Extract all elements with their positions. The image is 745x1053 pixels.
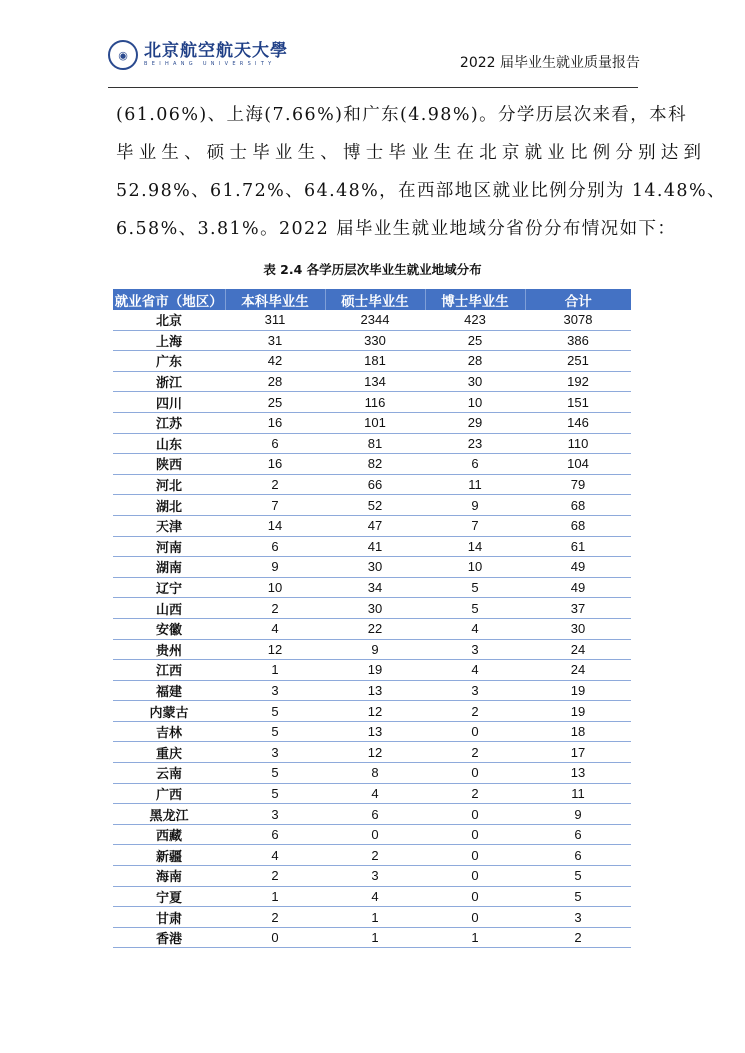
undergraduate-count: 311 <box>225 310 325 330</box>
region-cell: 江苏 <box>113 412 225 433</box>
region-cell: 云南 <box>113 763 225 784</box>
doctor-count: 7 <box>425 515 525 536</box>
region-cell: 西藏 <box>113 824 225 845</box>
doctor-count: 5 <box>425 577 525 598</box>
table-row <box>113 742 631 763</box>
table-row <box>113 886 631 907</box>
region-cell: 贵州 <box>113 639 225 660</box>
doctor-count: 0 <box>425 886 525 907</box>
table-row <box>113 783 631 804</box>
university-logo <box>108 40 288 70</box>
region-cell: 广东 <box>113 351 225 372</box>
total-count: 251 <box>525 351 631 372</box>
doctor-count: 423 <box>425 310 525 330</box>
master-count: 116 <box>325 392 425 413</box>
doctor-count: 0 <box>425 866 525 887</box>
doctor-count: 2 <box>425 701 525 722</box>
total-count: 19 <box>525 701 631 722</box>
table-row <box>113 845 631 866</box>
doctor-count: 0 <box>425 804 525 825</box>
column-region-header: 就业省市（地区） <box>113 289 225 310</box>
doctor-count: 0 <box>425 763 525 784</box>
undergraduate-count: 9 <box>225 557 325 578</box>
undergraduate-count: 14 <box>225 515 325 536</box>
table-row <box>113 433 631 454</box>
master-count: 22 <box>325 618 425 639</box>
total-count: 30 <box>525 618 631 639</box>
region-cell: 香港 <box>113 927 225 948</box>
table-row <box>113 763 631 784</box>
table-row <box>113 639 631 660</box>
region-cell: 黑龙江 <box>113 804 225 825</box>
column-master-header: 硕士毕业生 <box>325 289 425 310</box>
undergraduate-count: 6 <box>225 536 325 557</box>
paragraph-line: 6.58%、3.81%。2022 届毕业生就业地域分省份分布情况如下： <box>116 219 677 239</box>
table-caption: 表 2.4 各学历层次毕业生就业地域分布 <box>263 262 482 277</box>
logo-text <box>144 42 288 68</box>
doctor-count: 0 <box>425 907 525 928</box>
paragraph-line: 毕业生、硕士毕业生、博士毕业生在北京就业比例分别达到 <box>116 143 707 163</box>
total-count: 19 <box>525 680 631 701</box>
undergraduate-count: 31 <box>225 330 325 351</box>
doctor-count: 10 <box>425 392 525 413</box>
master-count: 330 <box>325 330 425 351</box>
total-count: 386 <box>525 330 631 351</box>
undergraduate-count: 4 <box>225 845 325 866</box>
undergraduate-count: 10 <box>225 577 325 598</box>
table-row <box>113 927 631 948</box>
doctor-count: 23 <box>425 433 525 454</box>
table-row <box>113 330 631 351</box>
region-cell: 宁夏 <box>113 886 225 907</box>
total-count: 18 <box>525 721 631 742</box>
master-count: 13 <box>325 680 425 701</box>
undergraduate-count: 4 <box>225 618 325 639</box>
master-count: 34 <box>325 577 425 598</box>
master-count: 2344 <box>325 310 425 330</box>
undergraduate-count: 2 <box>225 598 325 619</box>
total-count: 17 <box>525 742 631 763</box>
undergraduate-count: 12 <box>225 639 325 660</box>
table-header-row <box>113 289 631 310</box>
undergraduate-count: 3 <box>225 804 325 825</box>
column-doctor-header: 博士毕业生 <box>425 289 525 310</box>
total-count: 2 <box>525 927 631 948</box>
doctor-count: 3 <box>425 680 525 701</box>
undergraduate-count: 6 <box>225 433 325 454</box>
undergraduate-count: 25 <box>225 392 325 413</box>
table-row <box>113 515 631 536</box>
region-cell: 山西 <box>113 598 225 619</box>
undergraduate-count: 3 <box>225 742 325 763</box>
total-count: 24 <box>525 660 631 681</box>
region-cell: 安徽 <box>113 618 225 639</box>
master-count: 81 <box>325 433 425 454</box>
total-count: 146 <box>525 412 631 433</box>
undergraduate-count: 2 <box>225 907 325 928</box>
table-row <box>113 701 631 722</box>
total-count: 61 <box>525 536 631 557</box>
table-row <box>113 680 631 701</box>
undergraduate-count: 1 <box>225 886 325 907</box>
table-row <box>113 454 631 475</box>
region-cell: 吉林 <box>113 721 225 742</box>
region-cell: 上海 <box>113 330 225 351</box>
page-header <box>108 36 640 86</box>
doctor-count: 30 <box>425 371 525 392</box>
master-count: 9 <box>325 639 425 660</box>
doctor-count: 2 <box>425 742 525 763</box>
region-cell: 湖南 <box>113 557 225 578</box>
master-count: 47 <box>325 515 425 536</box>
region-cell: 江西 <box>113 660 225 681</box>
table-row <box>113 412 631 433</box>
region-cell: 辽宁 <box>113 577 225 598</box>
paragraph-line: (61.06%)、上海(7.66%)和广东(4.98%)。分学历层次来看，本科 <box>116 105 687 125</box>
table-row <box>113 618 631 639</box>
total-count: 192 <box>525 371 631 392</box>
table-row <box>113 474 631 495</box>
header-divider <box>108 87 638 88</box>
total-count: 13 <box>525 763 631 784</box>
undergraduate-count: 42 <box>225 351 325 372</box>
total-count: 11 <box>525 783 631 804</box>
master-count: 66 <box>325 474 425 495</box>
total-count: 110 <box>525 433 631 454</box>
total-count: 5 <box>525 866 631 887</box>
region-cell: 河南 <box>113 536 225 557</box>
region-cell: 山东 <box>113 433 225 454</box>
master-count: 41 <box>325 536 425 557</box>
total-count: 49 <box>525 577 631 598</box>
region-cell: 甘肃 <box>113 907 225 928</box>
undergraduate-count: 6 <box>225 824 325 845</box>
region-cell: 新疆 <box>113 845 225 866</box>
region-cell: 内蒙古 <box>113 701 225 722</box>
table-row <box>113 392 631 413</box>
region-cell: 陕西 <box>113 454 225 475</box>
doctor-count: 11 <box>425 474 525 495</box>
table-row <box>113 310 631 330</box>
doctor-count: 4 <box>425 660 525 681</box>
total-count: 3 <box>525 907 631 928</box>
total-count: 79 <box>525 474 631 495</box>
master-count: 6 <box>325 804 425 825</box>
undergraduate-count: 5 <box>225 783 325 804</box>
master-count: 101 <box>325 412 425 433</box>
table-row <box>113 598 631 619</box>
master-count: 19 <box>325 660 425 681</box>
region-cell: 海南 <box>113 866 225 887</box>
table-row <box>113 495 631 516</box>
total-count: 68 <box>525 515 631 536</box>
doctor-count: 1 <box>425 927 525 948</box>
region-cell: 福建 <box>113 680 225 701</box>
undergraduate-count: 16 <box>225 454 325 475</box>
report-title: 2022 届毕业生就业质量报告 <box>459 55 640 71</box>
undergraduate-count: 7 <box>225 495 325 516</box>
doctor-count: 6 <box>425 454 525 475</box>
undergraduate-count: 16 <box>225 412 325 433</box>
body-paragraph <box>116 96 726 248</box>
master-count: 30 <box>325 557 425 578</box>
region-cell: 河北 <box>113 474 225 495</box>
employment-region-table <box>113 289 631 948</box>
region-cell: 广西 <box>113 783 225 804</box>
master-count: 13 <box>325 721 425 742</box>
logo-chinese-name: 北京航空航天大學 <box>144 41 288 61</box>
table-row <box>113 371 631 392</box>
table-row <box>113 804 631 825</box>
total-count: 9 <box>525 804 631 825</box>
total-count: 37 <box>525 598 631 619</box>
total-count: 3078 <box>525 310 631 330</box>
region-cell: 重庆 <box>113 742 225 763</box>
total-count: 6 <box>525 824 631 845</box>
master-count: 3 <box>325 866 425 887</box>
master-count: 2 <box>325 845 425 866</box>
master-count: 12 <box>325 701 425 722</box>
master-count: 8 <box>325 763 425 784</box>
total-count: 6 <box>525 845 631 866</box>
undergraduate-count: 5 <box>225 701 325 722</box>
total-count: 5 <box>525 886 631 907</box>
region-cell: 四川 <box>113 392 225 413</box>
undergraduate-count: 2 <box>225 474 325 495</box>
table-row <box>113 660 631 681</box>
undergraduate-count: 5 <box>225 721 325 742</box>
total-count: 104 <box>525 454 631 475</box>
master-count: 4 <box>325 783 425 804</box>
table-row <box>113 866 631 887</box>
table-row <box>113 536 631 557</box>
table-row <box>113 907 631 928</box>
logo-english-name: BEIHANG UNIVERSITY <box>144 61 276 67</box>
total-count: 151 <box>525 392 631 413</box>
doctor-count: 0 <box>425 845 525 866</box>
undergraduate-count: 0 <box>225 927 325 948</box>
master-count: 181 <box>325 351 425 372</box>
master-count: 4 <box>325 886 425 907</box>
master-count: 1 <box>325 927 425 948</box>
doctor-count: 9 <box>425 495 525 516</box>
master-count: 0 <box>325 824 425 845</box>
table-row <box>113 721 631 742</box>
master-count: 30 <box>325 598 425 619</box>
region-cell: 浙江 <box>113 371 225 392</box>
column-undergraduate-header: 本科毕业生 <box>225 289 325 310</box>
doctor-count: 0 <box>425 824 525 845</box>
table-row <box>113 577 631 598</box>
region-cell: 天津 <box>113 515 225 536</box>
doctor-count: 5 <box>425 598 525 619</box>
total-count: 49 <box>525 557 631 578</box>
region-cell: 湖北 <box>113 495 225 516</box>
master-count: 52 <box>325 495 425 516</box>
doctor-count: 29 <box>425 412 525 433</box>
undergraduate-count: 3 <box>225 680 325 701</box>
total-count: 24 <box>525 639 631 660</box>
undergraduate-count: 1 <box>225 660 325 681</box>
doctor-count: 2 <box>425 783 525 804</box>
master-count: 12 <box>325 742 425 763</box>
master-count: 134 <box>325 371 425 392</box>
undergraduate-count: 5 <box>225 763 325 784</box>
doctor-count: 14 <box>425 536 525 557</box>
doctor-count: 25 <box>425 330 525 351</box>
table-row <box>113 557 631 578</box>
doctor-count: 3 <box>425 639 525 660</box>
master-count: 1 <box>325 907 425 928</box>
master-count: 82 <box>325 454 425 475</box>
region-cell: 北京 <box>113 310 225 330</box>
doctor-count: 4 <box>425 618 525 639</box>
undergraduate-count: 2 <box>225 866 325 887</box>
table-row <box>113 824 631 845</box>
table-row <box>113 351 631 372</box>
total-count: 68 <box>525 495 631 516</box>
column-total-header: 合计 <box>525 289 631 310</box>
undergraduate-count: 28 <box>225 371 325 392</box>
university-seal-icon: ◉ <box>108 40 138 70</box>
doctor-count: 10 <box>425 557 525 578</box>
doctor-count: 28 <box>425 351 525 372</box>
paragraph-line: 52.98%、61.72%、64.48%，在西部地区就业比例分别为 14.48%、 <box>116 181 726 201</box>
doctor-count: 0 <box>425 721 525 742</box>
